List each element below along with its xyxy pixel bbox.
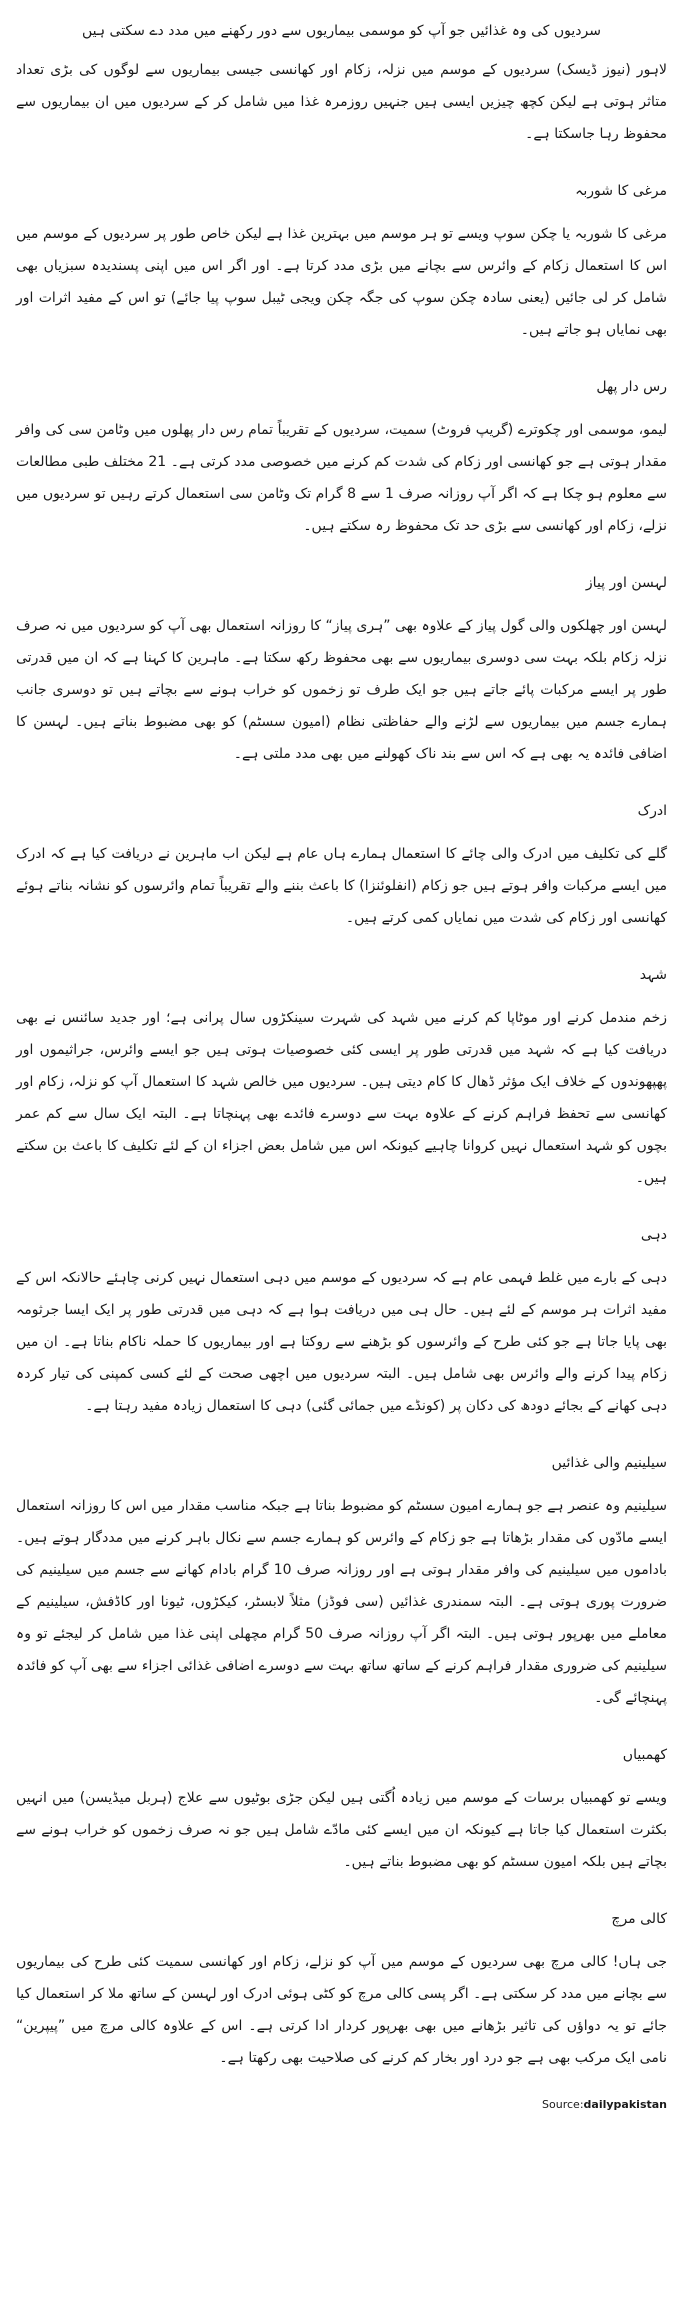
- section-body: ویسے تو کھمبیاں برسات کے موسم میں زیادہ اُگتی ہیں لیکن جڑی بوٹیوں سے علاج (ہربل میڈیسن) میں انہیں بکثرت استعمال کیا جاتا ہے کیونکہ ان میں ایسے کئی مادّے شامل ہیں جو نہ صرف زخموں کو خراب ہونے سے بچاتے ہیں بلکہ امیون سسٹم کو بھی مضبوط بناتے ہیں۔: [16, 1790, 667, 1870]
- section-mushrooms: [16, 1740, 667, 1878]
- section-body: مرغی کا شوربہ یا چکن سوپ ویسے تو ہر موسم میں بہترین غذا ہے لیکن خاص طور پر سردیوں کے موسم میں اس کا استعمال زکام کے وائرس سے بچانے میں بڑی مدد کرتا ہے۔ اور اگر اس میں اپنی پسندیدہ سبزیاں بھی شامل کر لی جائیں (یعنی سادہ چکن سوپ کی جگہ چکن ویجی ٹیبل سوپ پیا جائے) تو اس کے مفید اثرات اور بھی نمایاں ہو جاتے ہیں۔: [16, 226, 667, 338]
- section-body: دہی کے بارے میں غلط فہمی عام ہے کہ سردیوں کے موسم میں دہی استعمال نہیں کرنی چاہئے حالانکہ اس کے مفید اثرات ہر موسم کے لئے ہیں۔ حال ہی میں دریافت ہوا ہے کہ دہی میں قدرتی طور پر ایک ایسا جرثومہ بھی پایا جاتا ہے جو کئی طرح کے وائرسوں کو بڑھنے سے روکتا ہے اور بیماریوں کا حملہ ناکام بناتا ہے۔ ان میں زکام پیدا کرنے والے وائرس بھی شامل ہیں۔ البتہ سردیوں میں اچھی صحت کے لئے کسی کمپنی کی تیار کردہ دہی کھانے کے بجائے دودھ کی دکان پر (کونڈے میں جمائی گئی) دہی کا استعمال زیادہ مفید رہتا ہے۔: [16, 1270, 667, 1414]
- article-title: سردیوں کی وہ غذائیں جو آپ کو موسمی بیماریوں سے دور رکھنے میں مدد دے سکتی ہیں: [81, 23, 601, 39]
- source-credit: [16, 2098, 667, 2111]
- section-body: لیمو، موسمی اور چکوترے (گریپ فروٹ) سمیت، سردیوں کے تقریباً تمام رس دار پھلوں میں وٹامن سی کی وافر مقدار ہوتی ہے جو کھانسی اور زکام کی شدت کم کرنے میں خصوصی مدد کرتی ہے۔ 21 مختلف طبی مطالعات سے معلوم ہو چکا ہے کہ اگر آپ روزانہ صرف 1 سے 8 گرام تک وٹامن سی استعمال کرتے رہیں تو سردیوں میں نزلے، زکام اور کھانسی سے بڑی حد تک محفوظ رہ سکتے ہیں۔: [16, 422, 667, 534]
- section-heading: رس دار پھل: [596, 379, 667, 395]
- section-chicken-soup: [16, 176, 667, 346]
- section-body: زخم مندمل کرنے اور موٹاپا کم کرنے میں شہد کی شہرت سینکڑوں سال پرانی ہے؛ اور جدید سائنس نے بھی دریافت کیا ہے کہ شہد میں قدرتی طور پر ایسی کئی خصوصیات ہوتی ہیں جو ایسے وائرس، جراثیموں اور پھپھوندوں کے خلاف ایک مؤثر ڈھال کا کام دیتی ہیں۔ سردیوں میں خالص شہد کا استعمال آپ کو نزلہ، زکام اور کھانسی سے تحفظ فراہم کرنے کے علاوہ بہت سے دوسرے فائدے بھی پہنچاتا ہے۔ البتہ ایک سال سے کم عمر بچوں کو شہد استعمال نہیں کروانا چاہیے کیونکہ اس میں شامل بعض اجزاء ان کے لئے تکلیف کا باعث بن سکتے ہیں۔: [16, 1010, 667, 1186]
- section-citrus-fruits: [16, 372, 667, 542]
- section-yogurt: [16, 1220, 667, 1422]
- article-intro: لاہور (نیوز ڈیسک) سردیوں کے موسم میں نزلہ، زکام اور کھانسی جیسی بیماریوں سے لوگوں کی بڑی تعداد متاثر ہوتی ہے لیکن کچھ چیزیں ایسی ہیں جنہیں روزمرہ غذا میں شامل کر کے سردیوں میں ان بیماریوں سے محفوظ رہا جاسکتا ہے۔: [16, 62, 667, 142]
- section-black-pepper: [16, 1904, 667, 2074]
- section-selenium-foods: [16, 1448, 667, 1714]
- source-label: Source:: [542, 2098, 584, 2111]
- section-heading: مرغی کا شوربہ: [575, 183, 667, 199]
- section-honey: [16, 960, 667, 1194]
- section-heading: شہد: [639, 967, 667, 983]
- section-heading: کھمبیاں: [622, 1747, 667, 1763]
- section-body: لہسن اور چھلکوں والی گول پیاز کے علاوہ بھی ”ہری پیاز“ کا روزانہ استعمال بھی آپ کو سردیوں میں نہ صرف نزلہ زکام بلکہ بہت سی دوسری بیماریوں سے بھی محفوظ رکھ سکتا ہے۔ ماہرین کا کہنا ہے کہ ان میں قدرتی طور پر ایسے مرکبات پائے جاتے ہیں جو ایک طرف تو زخموں کو خراب ہونے سے بچاتے ہیں تو دوسری جانب ہمارے جسم میں بیماریوں سے لڑنے والے حفاظتی نظام (امیون سسٹم) کو بھی مضبوط بناتے ہیں۔ لہسن کا اضافی فائدہ یہ بھی ہے کہ اس سے بند ناک کھولنے میں بھی مدد ملتی ہے۔: [16, 618, 667, 762]
- source-name: dailypakistan: [583, 2098, 667, 2111]
- section-heading: سیلینیم والی غذائیں: [551, 1455, 667, 1471]
- section-heading: لہسن اور پیاز: [585, 575, 667, 591]
- section-ginger: [16, 796, 667, 934]
- section-heading: کالی مرچ: [611, 1911, 667, 1927]
- section-body: جی ہاں! کالی مرچ بھی سردیوں کے موسم میں آپ کو نزلے، زکام اور کھانسی سمیت کئی طرح کی بیماریوں سے بچانے میں مدد کر سکتی ہے۔ اگر پسی کالی مرچ کو کٹی ہوئی ادرک اور لہسن کے ساتھ ملا کر استعمال کیا جائے تو یہ دواؤں کی تاثیر بڑھانے میں بھی بھرپور کردار ادا کرتی ہے۔ اس کے علاوہ کالی مرچ میں ”پیپرین“ نامی ایک مرکب بھی ہے جو درد اور بخار کم کرنے کی صلاحیت بھی رکھتا ہے۔: [16, 1954, 667, 2066]
- section-body: سیلینیم وہ عنصر ہے جو ہمارے امیون سسٹم کو مضبوط بناتا ہے جبکہ مناسب مقدار میں اس کا روزانہ استعمال ایسے مادّوں کی مقدار بڑھاتا ہے جو زکام کے وائرس کو ہمارے جسم سے نکال باہر کرنے میں مددگار ہوتے ہیں۔ باداموں میں سیلینیم کی وافر مقدار ہوتی ہے اور روزانہ صرف 10 گرام بادام کھانے سے جسم میں سیلینیم کی ضرورت پوری ہوتی ہے۔ البتہ سمندری غذائیں (سی فوڈز) مثلاً لابسٹر، کیکڑوں، ٹیونا اور کاڈفش، سیلینیم کے معاملے میں بھرپور ہوتی ہیں۔ البتہ اگر آپ روزانہ صرف 50 گرام مچھلی اپنی غذا میں شامل کر لیجئے تو وہ سیلینیم کی ضروری مقدار فراہم کرنے کے ساتھ ساتھ بہت سے دوسرے اضافی غذائی اجزاء سے بھی آپ کو فائدہ پہنچائے گی۔: [16, 1498, 667, 1706]
- section-heading: دہی: [640, 1227, 667, 1243]
- section-garlic-onion: [16, 568, 667, 770]
- section-heading: ادرک: [637, 803, 667, 819]
- section-body: گلے کی تکلیف میں ادرک والی چائے کا استعمال ہمارے ہاں عام ہے لیکن اب ماہرین نے دریافت کیا ہے کہ ادرک میں ایسے مرکبات وافر ہوتے ہیں جو زکام (انفلوئنزا) کا باعث بننے والے تقریباً تمام وائرسوں کو نشانہ بناتے ہوئے کھانسی اور زکام کی شدت میں نمایاں کمی کرتے ہیں۔: [16, 846, 667, 926]
